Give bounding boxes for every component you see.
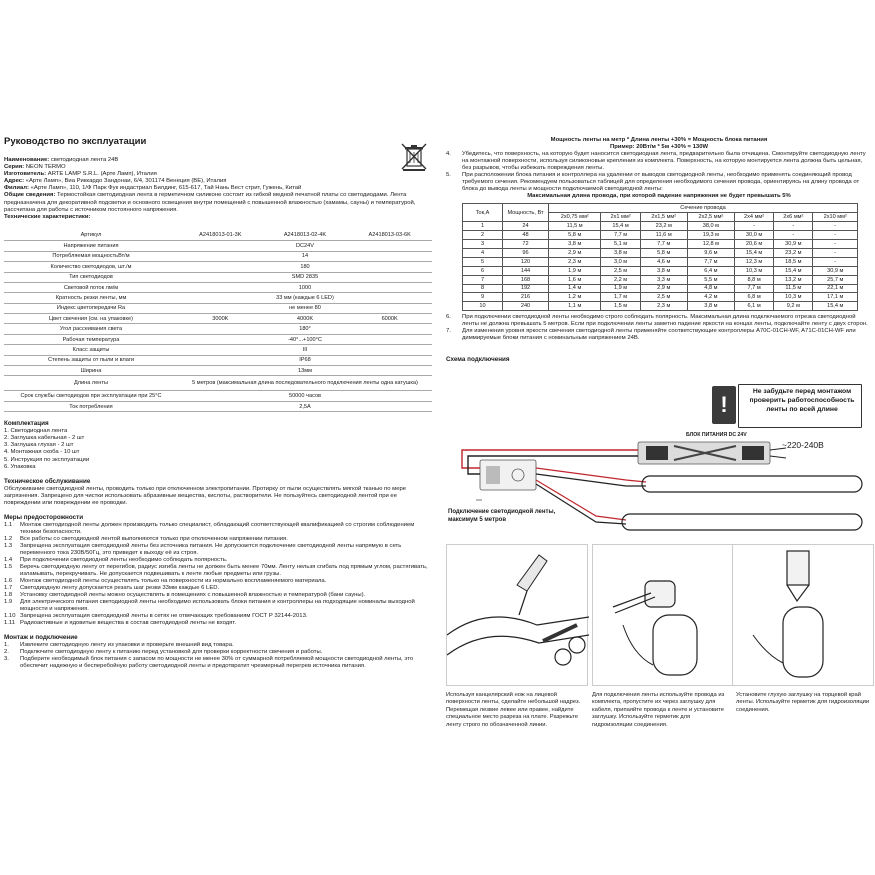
page-title: Руководство по эксплуатации — [4, 136, 147, 147]
table-cell: 2,2 м — [601, 275, 640, 284]
table-cell: 2,5 м — [640, 293, 687, 302]
kit-list — [4, 428, 432, 471]
end-cap-illustration — [732, 544, 874, 686]
list-item: 5. Инструкция по эксплуатации — [4, 456, 90, 463]
table-cell: 30,9 м — [774, 240, 813, 249]
info-block — [4, 157, 432, 221]
table-cell: 30,0 м — [734, 231, 773, 240]
cable-section-row: 2x0,75 мм² 2x1 мм² 2x1,5 мм² 2x2,5 мм² 2x4 мм² 2x6 мм² 2x10 мм² — [463, 213, 858, 222]
list-item: 6. Упаковка — [4, 463, 36, 470]
table-cell: 3,8 м — [687, 302, 734, 311]
table-row — [463, 284, 858, 293]
cable-table — [462, 203, 858, 311]
mount-heading: Монтаж и подключение — [4, 634, 78, 642]
table-cell: 6,8 м — [734, 293, 773, 302]
table-cell: 1,2 м — [549, 293, 601, 302]
spec-row: Потребляемая мощностьВт/м 14 — [4, 251, 432, 261]
spec-heading: Технические характеристики: — [4, 213, 91, 220]
safety-heading: Меры предосторожности — [4, 514, 84, 522]
service-heading: Техническое обслуживание — [4, 477, 91, 485]
list-item: 1.8 Установку светодиодной ленты можно осуществлять в помещениях с повышенной влажностью и температурой (бани сауны). — [4, 592, 366, 599]
table-cell: 5,5 м — [687, 275, 734, 284]
table-cell: 168 — [503, 275, 549, 284]
table-cell: 1,4 м — [549, 284, 601, 293]
spec-header-row: Артикул A2418013-01-3K A2418013-02-4K A2418013-03-6K — [4, 230, 432, 241]
table-cell: 4 — [463, 248, 503, 257]
table-cell: 6 — [463, 266, 503, 275]
mains-label: ~220-240В — [782, 440, 824, 450]
table-cell: 17,1 м — [813, 293, 858, 302]
table-row — [463, 248, 858, 257]
spec-row: Класс защиты III — [4, 345, 432, 355]
spec-row: Длина ленты 5 метров (максимальная длина последовательного подключения ленты одна катушка) — [4, 376, 432, 391]
table-cell: 15,4 м — [774, 266, 813, 275]
list-item: 4. Монтажная скоба - 10 шт — [4, 449, 80, 456]
table-cell: 120 — [503, 257, 549, 266]
spec-row: Угол рассеивания света 180° — [4, 324, 432, 334]
list-item: 5. При расположении блока питания и контроллера на удалении от выводов светодиодной ленты, необходимо применять соединяющий провод требуемого сечения. Рекомендуем пользоваться таблицей для определения необходимого сечения провода, ориентируясь на длину провода от блока до вывода ленты и мощности подключаемой светодиодной ленты: — [446, 172, 860, 193]
table-cell: 192 — [503, 284, 549, 293]
table-cell: 8 — [463, 284, 503, 293]
table-cell: 5,8 м — [549, 231, 601, 240]
left-column — [4, 136, 432, 670]
table-cell: 11,6 м — [640, 231, 687, 240]
table-cell: 3,3 м — [640, 275, 687, 284]
table-cell: 9 — [463, 293, 503, 302]
list-item: 1.4 При подключении светодиодной ленты необходимо соблюдать полярность. — [4, 557, 228, 564]
table-cell: 8,8 м — [734, 275, 773, 284]
table-cell: 12,8 м — [687, 240, 734, 249]
warning-text: Не забудьте перед монтажом проверить работоспособность ленты по всей длине — [749, 388, 855, 414]
cable-cap-icon — [593, 545, 735, 687]
table-row — [463, 266, 858, 275]
table-cell: - — [813, 240, 858, 249]
table-cell: 7,7 м — [687, 257, 734, 266]
list-item: 3. Подберите необходимый блок питания с запасом по мощности не менее 30% от суммарной потребляемой мощности светодиодной ленты, это обеспечит надежную и бесперебойную работу светодиодной ленты и предотвратит чрезмерный перегрев источника питания. — [4, 656, 414, 670]
table-cell: 3,0 м — [601, 257, 640, 266]
table-cell: - — [734, 222, 773, 231]
table-cell: 1,6 м — [549, 275, 601, 284]
spec-row: Индекс цветопередачи Ra не менее 80 — [4, 303, 432, 313]
cable-header-row: Ток,А Мощность, Вт Сечение провода — [463, 204, 858, 213]
table-cell: 9,6 м — [687, 248, 734, 257]
spec-row: Срок службы светодиодов при эксплуатации при 25°C 50000 часов — [4, 391, 432, 401]
info-address: Адрес: «Арте Ламп», Виа Риккардо Зандонаи, 6/4, 301174 Венеция (ВЕ), Италия — [4, 178, 227, 185]
connection-label: Подключение светодиодной ленты, максимум 5 метров — [448, 509, 556, 523]
table-cell: 9,2 м — [774, 302, 813, 311]
power-formula: Мощность ленты на метр * Длина ленты +30% = Мощность блока питания — [550, 137, 768, 143]
table-cell: 10 — [463, 302, 503, 311]
table-row — [463, 275, 858, 284]
spec-row: Ток потребления 2,5А — [4, 401, 432, 411]
general-info: Общие сведения: Термостойкая светодиодная лента в герметичном силиконе состоит из гибкой медной печатной платы со светодиодами. Лента предназначена для декоративной подсветки и основного освещения внутри помещений с повышенной влажностью (хамамы, сауны) и температурой, рассчитана для работы с источником постоянного напряжения. — [4, 192, 416, 213]
table-cell: 1 — [463, 222, 503, 231]
list-item: 1.11 Радиоактивные и ядовитые вещества в состав светодиодной ленты не входят. — [4, 620, 237, 627]
crossed-bin-icon — [400, 142, 428, 172]
table-cell: 240 — [503, 302, 549, 311]
table-cell: 1,5 м — [601, 302, 640, 311]
spec-row: Количество светодиодов, шт./м 180 — [4, 262, 432, 272]
spec-row: Тип светодиодов SMD 2835 — [4, 272, 432, 282]
table-cell: 30,9 м — [813, 266, 858, 275]
info-branch: Филиал: «Арте Ламп», 110, 1/Ф Парк Фук индастриал Билдинг, 615-617, Тай Нань Вест стрит, Гужень, Китай — [4, 185, 302, 192]
list-item: 1.3 Запрещена эксплуатация светодиодной ленты без источника питания. Не допускается подключение светодиодной ленты напрямую в сеть переменного тока 230В/50Гц, это приведет к выходу её из строя. — [4, 543, 402, 557]
table-row — [463, 231, 858, 240]
table-cell: 20,6 м — [734, 240, 773, 249]
table-cell: 1,7 м — [601, 293, 640, 302]
table-cell: 2 — [463, 231, 503, 240]
table-cell: 2,3 м — [549, 257, 601, 266]
cable-cap-illustration — [592, 544, 734, 686]
table-cell: 2,9 м — [640, 284, 687, 293]
cable-table-caption: Максимальная длина провода, при которой падение напряжения не будет превышать 5% — [527, 193, 791, 200]
list-item: 4. Убедитесь, что поверхность, на которую будет наносится светодиодная лента, предварительно была отчищена. Смонтируйте светодиодную ленту на монтажной поверхности, используя силиконовые крепления из комплекта. Поверхность, на которую монтируется лента должна быть цельная, без разрывов, чтобы избежать повреждения ленты. — [446, 151, 866, 172]
cutting-illustration — [446, 544, 588, 686]
table-cell: 1,1 м — [549, 302, 601, 311]
knife-scissors-icon — [447, 545, 589, 687]
list-item: 1. Извлеките светодиодную ленту из упаковки и проверьте внешний вид товара. — [4, 642, 234, 649]
table-cell: 2,3 м — [640, 302, 687, 311]
list-item: 6. При подключении светодиодной ленты необходимо строго соблюдать полярность. Максимальная длина подключаемого отрезка светодиодной ленты не должна превышать 5 метров. Если при подключении ленты заметно падение яркости на концах ленты, подключайте ленту с двух сторон. — [446, 314, 868, 328]
list-item: 2. Заглушка кабельная - 2 шт — [4, 435, 85, 442]
cutting-caption: Используя канцелярский нож на лицевой поверхности ленты, сделайте небольшой надрез. Перемещая лезвие левее или правее, найдите специальное место разреза на плате. Разрежьте ленту строго по обозначенной линии. — [446, 692, 581, 728]
table-row — [463, 293, 858, 302]
list-item: 1.9 Для электрического питания светодиодной ленты необходимо использовать блоки питания и контроллеры на подходящие номиналы выходной мощности и напряжения. — [4, 599, 415, 613]
psu-label: БЛОК ПИТАНИЯ DC 24V — [686, 432, 747, 438]
info-name: Наименование: светодиодная лента 24В — [4, 157, 119, 163]
table-cell: 23,2 м — [640, 222, 687, 231]
list-item: 1. Светодиодная лента — [4, 428, 68, 435]
info-manufacturer: Изготовитель: ARTE LAMP S.R.L. (Арте Ламп), Италия — [4, 171, 157, 178]
table-cell: 4,2 м — [687, 293, 734, 302]
table-row — [463, 222, 858, 231]
table-cell: 6,1 м — [734, 302, 773, 311]
table-cell: 4,6 м — [640, 257, 687, 266]
table-cell: 6,4 м — [687, 266, 734, 275]
list-item: 1.5 Беречь светодиодную ленту от перегибов, радиус изгиба ленты не должен быть менее 70мм. Ленту нельзя сгибать под прямым углом, растягивать, изламывать, перекручивать. Не допускается подвешивать к ленте любые предметы или грузы. — [4, 564, 428, 578]
table-cell: 3,8 м — [549, 240, 601, 249]
spec-table — [4, 230, 432, 412]
spec-row: Степень защиты от пыли и влаги IP68 — [4, 355, 432, 365]
list-item: 1.7 Светодиодную ленту допускается резать шаг резки 33мм каждые 6 LED. — [4, 585, 220, 592]
table-cell: 11,5 м — [774, 284, 813, 293]
table-cell: 24 — [503, 222, 549, 231]
table-cell: 15,4 м — [601, 222, 640, 231]
table-cell: 12,3 м — [734, 257, 773, 266]
spec-color-row: Цвет свечения (см. на упаковке) 3000K 4000K 6000K — [4, 314, 432, 324]
power-example: Пример: 20Вт/м * 5м +30% = 130W — [609, 144, 709, 151]
list-item: 7. Для изменения уровня яркости свечения светодиодной ленты применяйте соответствующие контроллеры A70C-01CH-WF, A71C-01CH-WF или диммируемые блоки питания с номинальным напряжением 24В. — [446, 328, 856, 342]
steps2-list — [446, 314, 872, 342]
spec-row: Ширина 13мм — [4, 366, 432, 376]
table-cell: 5,8 м — [640, 248, 687, 257]
table-cell: - — [774, 231, 813, 240]
table-cell: 19,3 м — [687, 231, 734, 240]
spec-row: Напряжение питания DC24V — [4, 241, 432, 251]
list-item: 1.6 Монтаж светодиодной ленты осуществлять только на поверхности из нормально воспламеняемого материала. — [4, 578, 327, 585]
table-cell: 7,7 м — [734, 284, 773, 293]
end-cap-caption: Установите глухую заглушку на торцевой край ленты. Используйте герметик для гидроизоляции соединения. — [736, 692, 870, 713]
list-item: 1.2 Все работы со светодиодной лентой выполняются только при отключенном напряжении питания. — [4, 536, 288, 543]
table-cell: 10,3 м — [774, 293, 813, 302]
kit-heading: Комплектация — [4, 420, 49, 428]
exclamation-icon: ! — [712, 386, 736, 424]
cable-body — [463, 222, 858, 311]
table-cell: 96 — [503, 248, 549, 257]
table-cell: 144 — [503, 266, 549, 275]
info-series: Серия: NEON TERMO — [4, 164, 66, 171]
table-cell: 3 — [463, 240, 503, 249]
table-cell: - — [813, 222, 858, 231]
spec-row: Световой поток лм/м 1000 — [4, 282, 432, 292]
table-cell: - — [774, 222, 813, 231]
list-item: 3. Заглушка глухая - 2 шт — [4, 442, 74, 449]
table-cell: 1,9 м — [549, 266, 601, 275]
spec-row: Кратность резки ленты, мм 33 мм (каждые 6 LED) — [4, 293, 432, 303]
table-row — [463, 240, 858, 249]
list-item: 2. Подключите светодиодную ленту к питанию перед установкой для проверки корректности свечения и работы. — [4, 649, 323, 656]
steps-list — [446, 151, 872, 193]
table-cell: 15,4 м — [813, 302, 858, 311]
table-cell: 7,7 м — [601, 231, 640, 240]
table-cell: 38,0 м — [687, 222, 734, 231]
table-cell: 11,5 м — [549, 222, 601, 231]
table-cell: 25,7 м — [813, 275, 858, 284]
table-cell: 72 — [503, 240, 549, 249]
service-text: Обслуживание светодиодной ленты, проводить только при отключенном электропитании. Протирку от пыли осуществлять мягкой тканью по мере загрязнения. Запрещено для чистки использовать абразивные вещества, кислоты, растворители. Не пользуйтесь светодиодной лентой при ее повреждении или повреждении ее проводки. — [4, 485, 407, 506]
table-cell: 15,4 м — [734, 248, 773, 257]
scheme-heading: Схема подключения — [446, 356, 510, 364]
table-cell: 10,3 м — [734, 266, 773, 275]
end-cap-icon — [733, 545, 875, 687]
table-cell: - — [813, 248, 858, 257]
table-cell: 2,5 м — [601, 266, 640, 275]
table-cell: 3,8 м — [601, 248, 640, 257]
table-cell: 18,5 м — [774, 257, 813, 266]
mount-list — [4, 642, 432, 670]
table-cell: 48 — [503, 231, 549, 240]
table-cell: 23,2 м — [774, 248, 813, 257]
list-item: 1.1 Монтаж светодиодной ленты должен производить только специалист, обладающий соответствующей квалификацией со строгим соблюдением техники безопасности. — [4, 522, 415, 536]
list-item: 1.10 Запрещена эксплуатация светодиодной ленты в сетях не отвечающих требованиям ГОСТ Р 32144-2013. — [4, 613, 308, 620]
table-cell: 216 — [503, 293, 549, 302]
right-column — [446, 137, 872, 364]
table-cell: 7 — [463, 275, 503, 284]
table-cell: 2,9 м — [549, 248, 601, 257]
table-cell: 4,8 м — [687, 284, 734, 293]
table-cell: - — [813, 257, 858, 266]
table-cell: 3,8 м — [640, 266, 687, 275]
cable-cap-caption: Для подключения ленты используйте провода из комплекта, пропустите их через заглушку для кабеля, припаяйте провода к ленте и установите заглушку. Используйте герметик для гидроизоляции соединения. — [592, 692, 725, 728]
table-cell: 1,9 м — [601, 284, 640, 293]
table-cell: 22,1 м — [813, 284, 858, 293]
spec-row: Рабочая температура -40°...+100°C — [4, 334, 432, 344]
connection-diagram — [446, 428, 872, 538]
table-cell: 5 — [463, 257, 503, 266]
table-row — [463, 257, 858, 266]
safety-list — [4, 522, 432, 627]
table-cell: 13,2 м — [774, 275, 813, 284]
table-cell: 7,7 м — [640, 240, 687, 249]
table-row — [463, 302, 858, 311]
table-cell: - — [813, 231, 858, 240]
table-cell: 5,1 м — [601, 240, 640, 249]
